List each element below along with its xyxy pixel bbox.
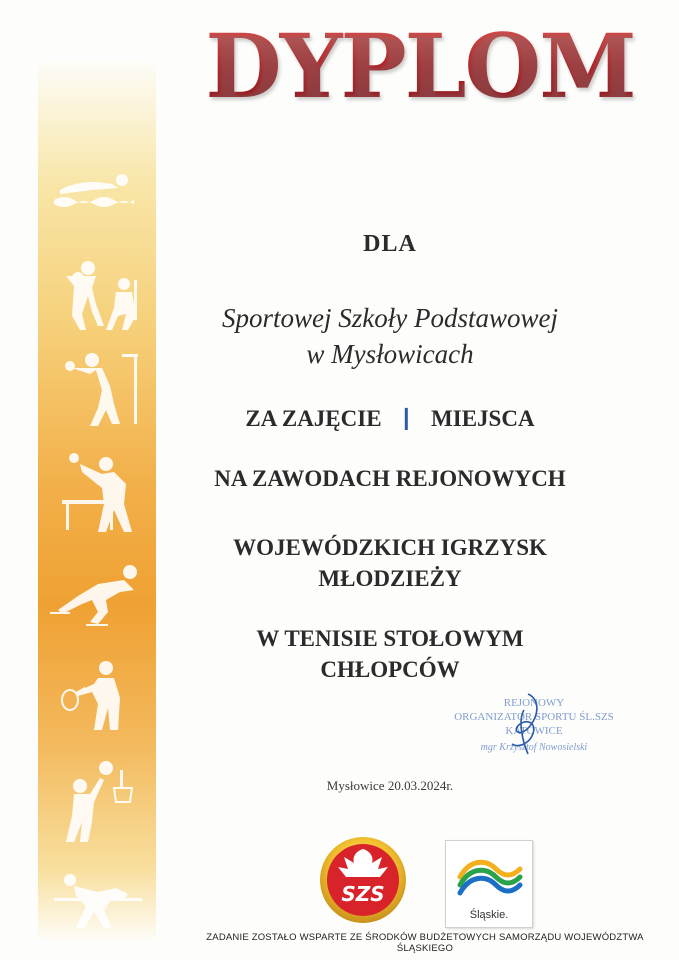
place-value-handwritten: I [401,403,411,438]
sport-line-2: CHŁOPCÓW [320,657,460,682]
stamp-signatory: mgr Krzysztof Nowosielski [480,742,588,753]
szs-logo-text: SZS [341,882,385,906]
games-line-1: WOJEWÓDZKICH IGRZYSK [233,535,547,560]
games-name [140,532,640,594]
place-row [140,403,640,438]
place-prefix: ZA ZAJĘCIE [245,406,382,431]
swimming-icon [52,168,142,208]
athletics-throw-icon [62,350,148,428]
funding-footer: ZADANIE ZOSTAŁO WSPARTE ZE ŚRODKÓW BUDŻETOWYCH SAMORZĄDU WOJEWÓDZTWA ŚLĄSKIEGO [206,932,644,954]
gymnastics-icon [54,870,144,930]
slaskie-label: Śląskie. [469,909,509,921]
recipient-line-1: Sportowej Szkoły Podstawowej [222,303,558,333]
slaskie-logo [445,840,533,928]
sport-line-1: W TENISIE STOŁOWYM [256,626,524,651]
handwritten-signature [498,690,558,760]
dla-label: DLA [363,231,417,257]
stamp-line-1: REJONOWY [503,697,565,709]
stamp-line-3: KATOWICE [505,725,563,737]
diploma-title: DYPLOM [180,22,660,110]
place-and-date: Mysłowice 20.03.2024r. [326,778,454,793]
szs-logo [318,835,408,925]
table-tennis-icon [62,448,150,534]
volleyball-icon [52,256,144,332]
games-line-2: MŁODZIEŻY [318,566,462,591]
stamp-line-2: ORGANIZATOR SPORTU ŚL.SZS [454,711,614,723]
basketball-icon [50,760,142,844]
place-suffix: MIEJSCA [431,406,535,431]
recipient-name [140,300,640,372]
recipient-line-2: w Mysłowicach [306,339,474,369]
badminton-icon [58,656,144,732]
competition-line: NA ZAWODACH REJONOWYCH [214,466,566,491]
sport-discipline [140,623,640,685]
skating-icon [48,560,144,630]
